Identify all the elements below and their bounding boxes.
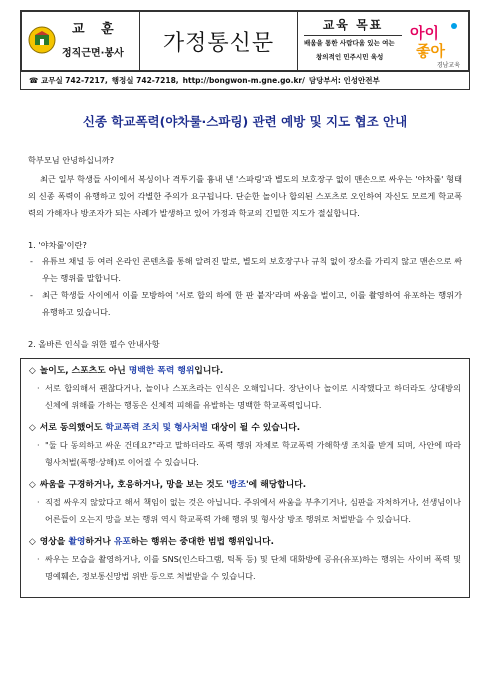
goal-line-2: 창의적인 민주시민 육성: [316, 53, 384, 61]
notice-heading: ◇ 놀이도, 스포츠도 아닌 명백한 폭력 행위입니다.: [29, 366, 224, 376]
section-1-title: 1. '야차룰'이란?: [28, 240, 87, 250]
goal-line-1: 배움을 통한 사람다움 있는 여는: [304, 39, 395, 47]
newsletter-title: 가정통신문: [140, 12, 298, 70]
notice-item: [29, 477, 461, 528]
svg-text:좋아: 좋아: [416, 42, 445, 60]
notice-item: [29, 363, 461, 414]
school-motto-box: [22, 12, 140, 70]
admin-office-phone: 행정실 742-7218,: [111, 76, 179, 85]
diamond-bullet-icon: ◇: [29, 480, 36, 490]
notice-body: · 서로 합의해서 괜찮다거나, 놀이나 스포츠라는 인식은 오해입니다. 장난이나 놀이로 시작했다고 하더라도 상대방의 신체에 위해를 가하는 행동은 신체적 피해를 유발하는 명백한 학교폭력입니다.: [29, 380, 461, 414]
intro-paragraph: 최근 일부 학생들 사이에서 복싱이나 격투기를 흉내 낸 '스파링'과 별도의 보호장구 없이 맨손으로 싸우는 '야차룰' 형태의 신종 폭력이 유행하고 있어 각별한 주의가 요구됩니다. 단순한 놀이나 합의된 스포츠로 오인하여 자신도 모르게 학교폭력의 가해자나 방조자가 되는 사례가 발생하고 있어 가정과 학교의 긴밀한 지도가 절실합니다.: [28, 174, 462, 218]
teacher-office-phone: ☎ 교무실 742-7217,: [29, 76, 108, 85]
notice-body: · 싸우는 모습을 촬영하거나, 이를 SNS(인스타그램, 틱톡 등) 및 단체 대화방에 공유(유포)하는 행위는 사이버 폭력 및 명예훼손, 정보통신망법 위반 등으로 처벌받을 수 있습니다.: [29, 551, 461, 585]
edu-logo-caption: 경남교육: [436, 62, 460, 69]
school-url-link[interactable]: http://bongwon-m.gne.go.kr/: [182, 76, 305, 85]
list-item: - 유튜브 채널 등 여러 온라인 콘텐츠를 통해 알려진 말로, 별도의 보호장구나 규칙 없이 장소를 가리지 않고 맨손으로 싸우는 행위를 말합니다.: [42, 253, 462, 287]
notice-item: [29, 420, 461, 471]
newsletter-page: [20, 10, 470, 598]
notice-body: · 직접 싸우지 않았다고 해서 책임이 없는 것은 아닙니다. 주위에서 싸움을 부추기거나, 심판을 자처하거나, 선생님이나 어른들이 오는지 망을 보는 행위 역시 학교폭력 가해 행위 및 형사상 방조 행위로 처벌받을 수 있습니다.: [29, 494, 461, 528]
school-emblem-icon: [28, 26, 56, 54]
section-1-list: [20, 253, 470, 321]
gyeongnam-education-logo: [406, 18, 462, 66]
list-item: - 최근 학생들 사이에서 이를 모방하여 '서로 합의 하에 한 판 붙자'라며 싸움을 벌이고, 이를 촬영하여 유포하는 행위가 유행하고 있습니다.: [42, 287, 462, 321]
intro-section: [20, 152, 470, 222]
notice-heading: ◇ 싸움을 구경하거나, 호응하거나, 망을 보는 것도 '방조'에 해당합니다.: [29, 480, 307, 490]
section-2-title: 2. 올바른 인식을 위한 필수 안내사항: [28, 339, 160, 349]
svg-text:아이: 아이: [410, 24, 439, 42]
notice-body: · "둘 다 동의하고 싸운 건데요?"라고 말하더라도 폭력 행위 자체로 학교폭력 가해학생 조치를 받게 되며, 사안에 따라 형사처벌(폭행·상해)로 이어질 수 있습니다.: [29, 437, 461, 471]
notice-box: [20, 358, 470, 598]
notice-heading: ◇ 서로 동의했어도 학교폭력 조치 및 형사처벌 대상이 될 수 있습니다.: [29, 423, 301, 433]
newsletter-header: [20, 10, 470, 72]
author-department: 담당부서: 인성안전부: [308, 76, 380, 85]
diamond-bullet-icon: ◇: [29, 423, 36, 433]
greeting: 학부모님 안녕하십니까?: [28, 155, 115, 165]
document-title: 신종 학교폭력(야차룰·스파링) 관련 예방 및 지도 협조 안내: [82, 114, 408, 129]
goal-label: 교육 목표: [304, 16, 402, 36]
notice-item: [29, 534, 461, 585]
diamond-bullet-icon: ◇: [29, 537, 36, 547]
notice-heading: ◇ 영상을 촬영하거나 유포하는 행위는 중대한 범법 행위입니다.: [29, 537, 274, 547]
motto-text: 정직근면·봉사: [62, 48, 124, 59]
education-goal-box: [298, 12, 468, 70]
diamond-bullet-icon: ◇: [29, 366, 36, 376]
motto-label: 교 훈: [72, 22, 120, 37]
contact-bar: [20, 72, 470, 90]
